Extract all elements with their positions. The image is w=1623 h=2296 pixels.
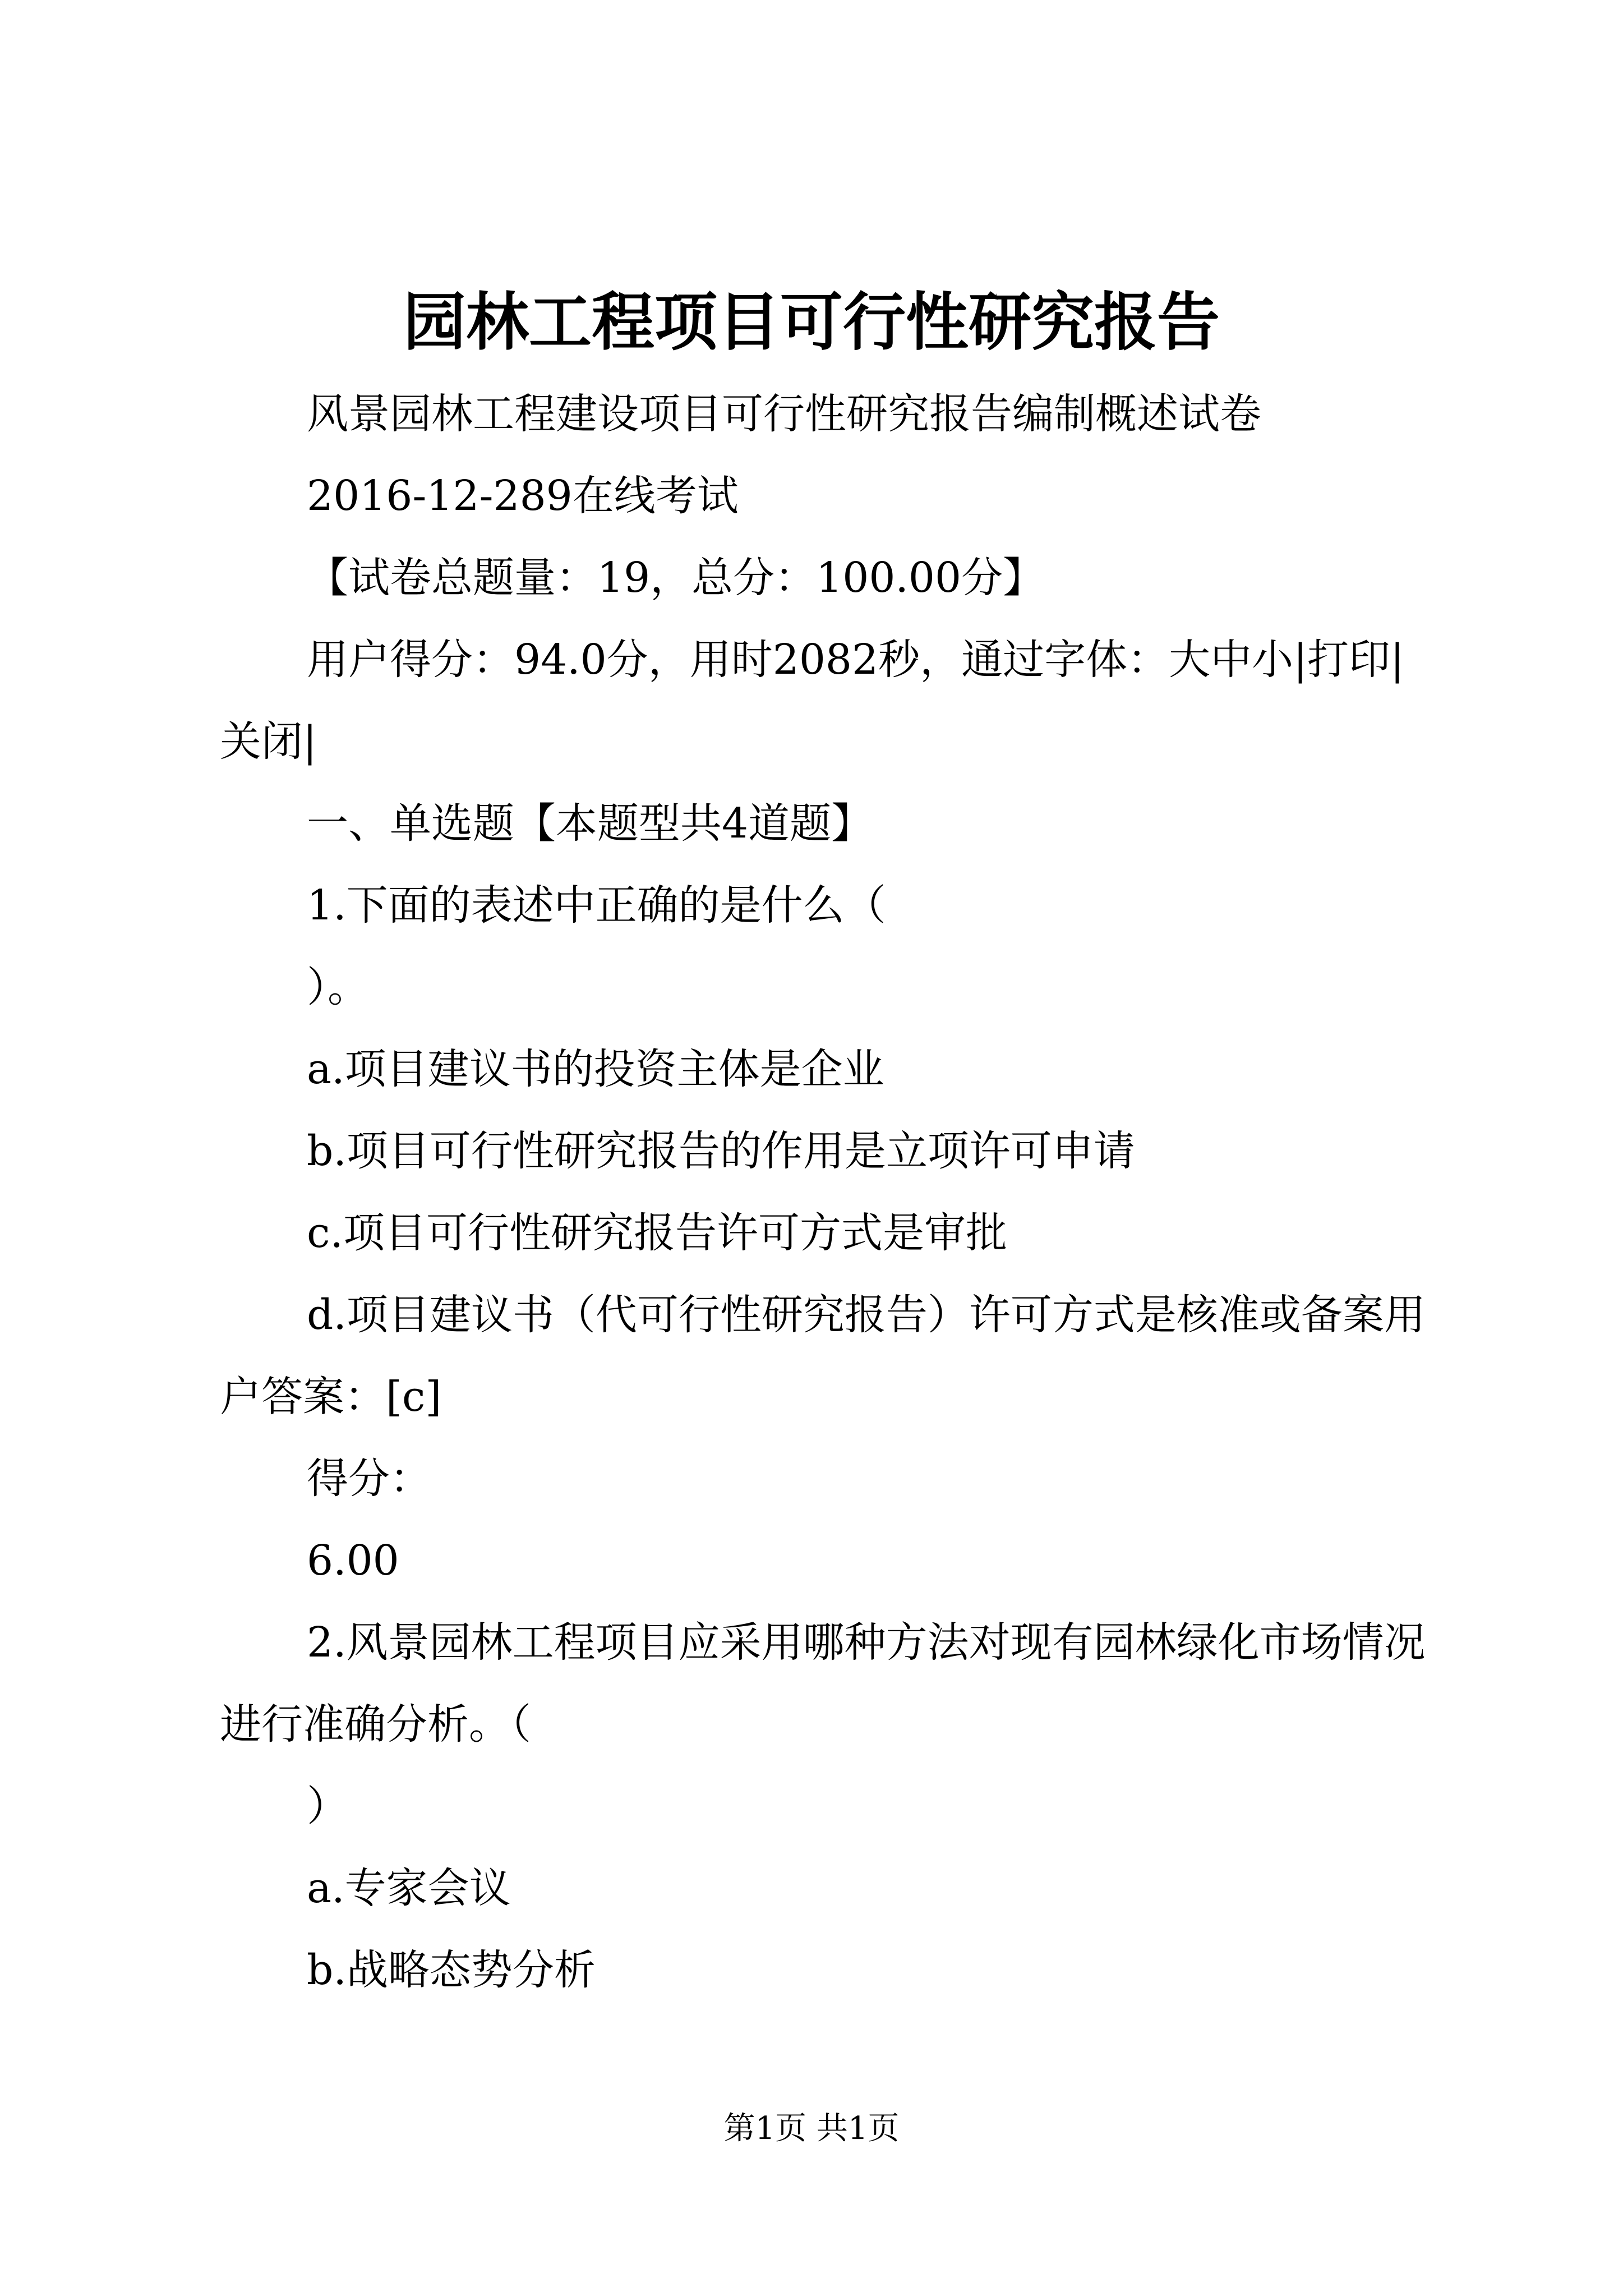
exam-heading: 风景园林工程建设项目可行性研究报告编制概述试卷	[307, 390, 1261, 438]
user-score-line: 用户得分：94.0分，用时2082秒，通过字体：大中小|打印|关闭|	[220, 636, 1404, 766]
document-body	[220, 373, 1426, 2011]
question-1-option-c: c.项目可行性研究报告许可方式是审批	[307, 1209, 1007, 1257]
exam-summary: 【试卷总题量：19，总分：100.00分】	[307, 554, 1045, 602]
question-1-close: ）。	[307, 963, 369, 1011]
section-heading: 一、单选题【本题型共4道题】	[307, 799, 873, 848]
question-2-close: ）	[307, 1782, 348, 1830]
question-2-option-a: a.专家会议	[307, 1864, 511, 1912]
question-2-option-b: b.战略态势分析	[307, 1946, 596, 1994]
score-value: 6.00	[307, 1536, 399, 1585]
page-footer: 第1页 共1页	[723, 2110, 900, 2147]
question-1-option-b: b.项目可行性研究报告的作用是立项许可申请	[307, 1127, 1135, 1175]
question-2: 2.风景园林工程项目应采用哪种方法对现有园林绿化市场情况进行准确分析。（	[220, 1618, 1426, 1749]
score-label: 得分：	[307, 1455, 431, 1503]
document-title: 园林工程项目可行性研究报告	[403, 286, 1220, 359]
question-1: 1.下面的表述中正确的是什么（	[307, 881, 886, 930]
question-1-option-a: a.项目建议书的投资主体是企业	[307, 1045, 884, 1093]
exam-date-line: 2016-12-289在线考试	[307, 472, 739, 520]
question-1-option-d: d.项目建议书（代可行性研究报告）许可方式是核准或备案用户答案：[c]	[220, 1291, 1426, 1421]
